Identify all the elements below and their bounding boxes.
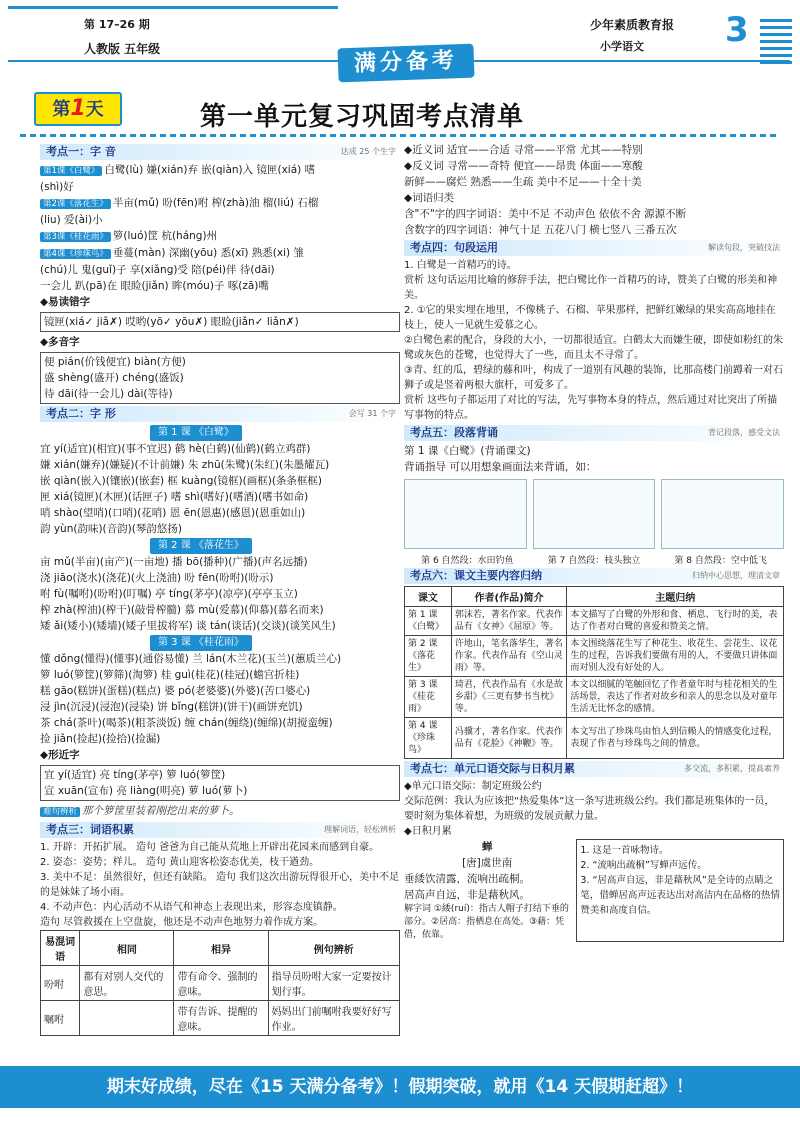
lesson3-words <box>40 651 400 747</box>
section-title: 考点四：句段运用 <box>410 241 498 254</box>
table-cell: 第 4 课《珍珠鸟》 <box>405 718 452 759</box>
pron-text: (shì)好 <box>40 181 74 193</box>
table-cell: 带有命令、强制的意味。 <box>174 966 268 1001</box>
vocab-item: 3. 美中不足：虽然很好，但还有缺陷。 造句 我们这次出游玩得很开心，美中不足的是妹妹了场小雨。 <box>40 872 400 898</box>
section-note: 达成 25 个生字 <box>340 147 396 156</box>
polyphone-box <box>40 352 400 404</box>
pron-line <box>40 195 400 212</box>
egret-branch-image <box>533 479 656 549</box>
word-row: 糕 gāo(糕饼)(蛋糕)(糕点) 婆 pó(老婆婆)(外婆)(苦口婆心) <box>40 685 311 697</box>
day-badge <box>34 92 122 126</box>
pron-line <box>40 179 400 195</box>
header-rule <box>8 6 338 64</box>
section-title: 考点一：字 音 <box>46 145 116 158</box>
poem-title: 蝉 <box>481 841 493 853</box>
poem-block <box>404 839 570 942</box>
table-cell: 吩咐 <box>41 966 80 1001</box>
table-header: 主题归纳 <box>567 587 784 607</box>
day-post: 天 <box>85 99 104 120</box>
word-row: 匣 xiá(镜匣)(木匣)(话匣子) 嗜 shì(嗜好)(嗜酒)(嗜书如命) <box>40 491 309 503</box>
gloss: 解字词 ①緌(ruí)：指古人帽子打结下垂的部分。②居高：指栖息在高处。③藉：凭借，依靠。 <box>404 904 569 940</box>
illustration-captions <box>404 553 784 566</box>
recite-line: 第 1 课《白鹭》(背诵课文) <box>404 445 531 457</box>
summary-line: 含"不"字的四字词语：美中不足 不动声色 依依不舍 源源不断 <box>404 208 687 220</box>
table-cell: 许地山，笔名落华生，著名作家。代表作品有《空山灵雨》等。 <box>451 636 567 677</box>
word-row: 亩 mǔ(半亩)(亩产)(一亩地) 播 bō(播种)(广播)(声名远播) <box>40 556 308 568</box>
table-cell: 本文围绕落花生写了种花生、收花生、尝花生、议花生的过程，告诉我们要做有用的人，不要做只讲体面而对别人没有好处的人。 <box>567 636 784 677</box>
poem-note: 2. “流响出疏桐”写蝉声远传。 <box>580 860 707 871</box>
decor-stripes <box>760 16 792 64</box>
similar-box <box>40 765 400 801</box>
analysis-tag: 难句辨析 <box>40 807 80 817</box>
oral-item: ◆单元口语交际：制定班级公约 <box>404 781 542 792</box>
illustration-caption: 第 8 自然段：空中低飞 <box>674 556 767 566</box>
table-row <box>405 677 784 718</box>
pron-line <box>40 262 400 278</box>
header-line-right <box>470 60 790 62</box>
easy-line: 镜匣(xiá✓ jiǎ✗) 哎哟(yō✓ yōu✗) 眼睑(jiǎn✓ liǎn✗) <box>40 312 400 332</box>
poly-row: 盛 shèng(盛开) chéng(盛饭) <box>44 372 184 384</box>
day-pre: 第 <box>52 99 71 120</box>
word-row: 韵 yùn(韵味)(音韵)(琴韵悠扬) <box>40 523 182 535</box>
section-title: 考点七：单元口语交际与日积月累 <box>410 762 575 775</box>
summary-line: ◆近义词 适宜——合适 寻常——平常 尤其——特别 <box>404 144 643 156</box>
section-title: 考点五：段落背诵 <box>410 426 498 439</box>
easy-header: ◆易读错字 <box>40 296 91 308</box>
table-cell: 本文写出了珍珠鸟由怕人到信赖人的情感变化过程，表现了作者与珍珠鸟之间的情意。 <box>567 718 784 759</box>
table-cell: 妈妈出门前嘱咐我要好好写作业。 <box>268 1001 399 1036</box>
right-column <box>404 142 784 942</box>
word-row: 嵌 qiàn(嵌入)(镶嵌)(嵌套) 框 kuàng(镜框)(画框)(条条框框) <box>40 475 323 487</box>
table-cell: 第 1 课《白鹭》 <box>405 607 452 636</box>
section-note: 归纳中心思想，理清文章 <box>692 571 780 580</box>
recite-tip: 背诵指导 可以用想象画面法来背诵，如： <box>404 461 597 473</box>
pron-text: 一会儿 趴(pā)在 眼睑(jiǎn) 眸(móu)子 啄(zā)嘴 <box>40 280 269 292</box>
lesson2-words <box>40 554 400 634</box>
summary-line: ◆词语归类 <box>404 192 455 204</box>
vocab-item: 4. 不动声色：内心活动不从语气和神态上表现出来，形容态度镇静。 <box>40 902 343 913</box>
table-cell: 本文以细腻的笔触回忆了作者童年时与桂花相关的生活场景，表达了作者对故乡和亲人的思念以及对童年生活无比怀念的感情。 <box>567 677 784 718</box>
section-header <box>40 406 400 422</box>
sentence-item: 1. 白鹭是一首精巧的诗。 <box>404 260 517 271</box>
table-header: 相异 <box>174 931 268 966</box>
vocab-item: 造句 尽管救援在上空盘旋，他还是不动声色地努力着作成方案。 <box>40 917 324 928</box>
table-cell: 冯骥才，著名作家。代表作品有《花脸》《神鞭》等。 <box>451 718 567 759</box>
section-header <box>404 568 784 584</box>
table-cell <box>80 1001 174 1036</box>
pron-line <box>40 162 400 179</box>
lesson-label: 第 2 课 《落花生》 <box>150 538 252 554</box>
illustration-caption: 第 7 自然段：枝头独立 <box>547 556 641 566</box>
similar-header: ◆形近字 <box>40 749 80 761</box>
oral-list <box>404 779 784 839</box>
word-row: 浇 jiāo(浇水)(浇花)(火上浇油) 吩 fēn(吩咐)(吩示) <box>40 572 274 584</box>
word-row: 捡 jiǎn(捡起)(捡拾)(捡漏) <box>40 733 161 745</box>
sentence-item: 赏析 这些句子都运用了对比的写法，先写事物本身的特点，然后通过对比突出了所描写事物的特点。 <box>404 395 778 421</box>
poly-header: ◆多音字 <box>40 336 80 348</box>
section-header <box>404 425 784 441</box>
vocab-item: 1. 开辟：开拓扩展。 造句 爸爸为自己能从荒地上开辟出花园来而感到自豪。 <box>40 842 380 853</box>
poem-author: [唐]虞世南 <box>462 857 513 869</box>
section-header <box>404 240 784 256</box>
illustration-row <box>404 479 784 549</box>
similar-row: 宜 yí(适宜) 亮 tíng(茅亭) 箩 luó(箩筐) <box>44 769 226 781</box>
oral-item: 交际范例：我认为应该把“热爱集体”这一条写进班级公约。我们都是班集体的一员，要时刻为集体着想，为班级的发展贡献力量。 <box>404 796 775 822</box>
section-note: 多交流，多积累，提高素养 <box>684 764 780 773</box>
egret-fishing-image <box>404 479 527 549</box>
section-header <box>404 761 784 777</box>
table-cell: 郭沫若，著名作家。代表作品有《女神》《屈原》等。 <box>451 607 567 636</box>
poly-row: 便 pián(价钱便宜) biàn(方便) <box>44 356 186 368</box>
word-row: 浸 jìn(沉浸)(浸泡)(浸染) 饼 bǐng(糕饼)(饼干)(画饼充饥) <box>40 701 303 713</box>
word-row: 榨 zhà(榨油)(榨干)(敲骨榨髓) 慕 mù(爱慕)(仰慕)(慕名而来) <box>40 604 324 616</box>
poem-note: 1. 这是一首咏物诗。 <box>580 845 669 856</box>
analysis-text: 那个箩筐里装着刚挖出来的萝卜。 <box>82 805 240 817</box>
table-row <box>405 636 784 677</box>
poem-row <box>404 839 784 942</box>
table-cell: 指导员吩咐大家一定要按计划行事。 <box>268 966 399 1001</box>
table-cell: 本文描写了白鹭的外形和食、栖息、飞行时的美，表达了作者对白鹭的喜爱和赞美之情。 <box>567 607 784 636</box>
poem-line: 居高声自远，非是藉秋风。 <box>404 889 530 901</box>
summary-table <box>404 586 784 759</box>
issue-label: 第 17–26 期 <box>84 18 150 31</box>
poem-note: 3. “居高声自远，非是藉秋风”是全诗的点睛之笔，借蝉居高声远表达出对高洁内在品格的热情赞美和高度自信。 <box>580 875 780 916</box>
section-note: 会写 31 个字 <box>348 409 396 418</box>
egret-flying-image <box>661 479 784 549</box>
table-cell: 嘱咐 <box>41 1001 80 1036</box>
oral-item: ◆日积月累 <box>404 826 452 837</box>
page-number: 3 <box>725 10 749 50</box>
section-note: 理解词语，轻松辨析 <box>324 825 396 834</box>
sentence-item: 赏析 这句话运用比喻的修辞手法，把白鹭比作一首精巧的诗，赞美了白鹭的形美和神美。 <box>404 275 778 301</box>
table-cell: 琦君，代表作品有《水是故乡甜》《三更有梦书当枕》等。 <box>451 677 567 718</box>
subject-label: 小学语文 <box>600 40 644 53</box>
section-header <box>40 822 400 838</box>
table-row <box>41 966 400 1001</box>
pron-text: 白鹭(lù) 嫌(xián)弃 嵌(qiàn)入 镜匣(xiá) 嗜 <box>104 164 316 176</box>
confusable-table <box>40 930 400 1036</box>
lesson-tag: 第4课《珍珠鸟》 <box>40 249 111 259</box>
pron-text: 半亩(mǔ) 吩(fēn)咐 榨(zhà)油 榴(liú) 石榴 <box>112 197 319 209</box>
section-note: 背记段落，感受文法 <box>708 428 780 437</box>
paper-name: 少年素质教育报 <box>590 18 675 32</box>
table-row <box>41 1001 400 1036</box>
word-row: 宜 yí(适宜)(相宜)(事不宜迟) 鹤 hè(白鹤)(仙鹤)(鹤立鸡群) <box>40 443 311 455</box>
lesson1-words <box>40 441 400 537</box>
vocab-list <box>40 840 400 930</box>
title-divider <box>20 134 780 137</box>
poem-line: 垂緌饮清露，流响出疏桐。 <box>404 873 530 885</box>
day-num: 1 <box>70 96 86 121</box>
summary-line: 新鲜——腐烂 熟悉——生疏 美中不足——十全十美 <box>404 176 642 188</box>
section-header <box>40 144 400 160</box>
sentence-list <box>404 258 784 423</box>
lesson-tag: 第3课《桂花雨》 <box>40 232 111 242</box>
table-header: 易混词语 <box>41 931 80 966</box>
pron-text: (liu) 爱(ài)小 <box>40 214 103 226</box>
lesson-tag: 第2课《落花生》 <box>40 199 111 209</box>
lesson-tag: 第1课《白鹭》 <box>40 166 102 176</box>
table-cell: 第 3 课《桂花雨》 <box>405 677 452 718</box>
word-row: 箩 luó(箩筐)(箩筛)(淘箩) 桂 guì(桂花)(桂冠)(蟾宫折桂) <box>40 669 300 681</box>
summary-line: ◆反义词 寻常——奇特 便宜——昂贵 体面——寒酸 <box>404 160 643 172</box>
lesson-label: 第 1 课 《白鹭》 <box>150 425 242 441</box>
section-title: 考点六：课文主要内容归纳 <box>410 569 542 582</box>
pron-text: 箩(luó)筐 杭(háng)州 <box>112 230 218 242</box>
pron-text: 垂蔓(màn) 深幽(yōu) 悉(xī) 熟悉(xi) 雏 <box>112 247 304 259</box>
word-summary <box>404 142 784 238</box>
table-row <box>405 718 784 759</box>
word-row: 懂 dǒng(懂得)(懂事)(通俗易懂) 兰 lán(木兰花)(玉兰)(蕙质兰心) <box>40 653 342 665</box>
similar-row: 宣 xuān(宣布) 亮 liàng(明亮) 萝 luó(萝卜) <box>44 785 248 797</box>
word-row: 嫌 xián(嫌弃)(嫌疑)(不计前嫌) 朱 zhū(朱鹭)(朱红)(朱墨耀瓦) <box>40 459 330 471</box>
table-header: 课文 <box>405 587 452 607</box>
page-title: 第一单元复习巩固考点清单 <box>200 102 525 132</box>
table-cell: 都有对别人交代的意思。 <box>80 966 174 1001</box>
table-cell: 第 2 课《落花生》 <box>405 636 452 677</box>
pron-line <box>40 245 400 262</box>
poly-row: 待 dāi(待一会儿) dài(等待) <box>44 388 173 400</box>
banner-logo: 满分备考 <box>337 44 474 83</box>
header-line-left <box>8 60 338 62</box>
table-header: 相同 <box>80 931 174 966</box>
sentence-item: ②白鹭色素的配合，身段的大小，一切都很适宜。白鹤太大而嫌生硬，即使如粉红的朱鹭或灰色的苍鹭，也觉得大了一些，而且太不寻常了。 <box>404 335 783 361</box>
left-column <box>40 142 400 1036</box>
word-row: 茶 chá(茶叶)(喝茶)(粗茶淡饭) 缠 chán(缠绕)(缠绵)(胡搅蛮缠) <box>40 717 333 729</box>
pronunciation-list <box>40 162 400 294</box>
section-title: 考点三：词语积累 <box>46 823 134 836</box>
section-note: 解读句段，突破技法 <box>708 243 780 252</box>
sentence-item: 2. ①它的果实埋在地里，不像桃子、石榴、苹果那样，把鲜红嫩绿的果实高高地挂在枝上，使人一见就生爱慕之心。 <box>404 305 776 331</box>
pron-line <box>40 278 400 294</box>
section-title: 考点二：字 形 <box>46 407 116 420</box>
illustration-caption: 第 6 自然段：水田钓鱼 <box>421 556 514 566</box>
edition-label: 人教版 五年级 <box>84 42 161 56</box>
pron-line <box>40 212 400 228</box>
word-row: 哨 shào(望哨)(口哨)(花哨) 恩 ēn(恩惠)(感恩)(恩重如山) <box>40 507 306 519</box>
pron-text: (chú)儿 鬼(guǐ)子 享(xiǎng)受 陪(péi)伴 待(dāi) <box>40 264 275 276</box>
lesson-label: 第 3 课 《桂花雨》 <box>150 635 252 651</box>
poem-notes <box>576 839 784 942</box>
table-row <box>405 607 784 636</box>
table-header: 例句辨析 <box>268 931 399 966</box>
vocab-item: 2. 姿态：姿势；样儿。 造句 黄山迎客松姿态优美，枝干遒劲。 <box>40 857 320 868</box>
word-row: 咐 fù(嘱咐)(吩咐)(叮嘱) 亭 tíng(茅亭)(凉亭)(亭亭玉立) <box>40 588 298 600</box>
table-cell: 带有告诉、提醒的意味。 <box>174 1001 268 1036</box>
table-header: 作者(作品)简介 <box>451 587 567 607</box>
pron-line <box>40 228 400 245</box>
footer-banner: 期末好成绩，尽在《15 天满分备考》！假期突破，就用《14 天假期赶超》！ <box>0 1066 800 1108</box>
sentence-item: ③青、红的瓜，碧绿的藤和叶，构成了一道别有风趣的装饰，比那高楼门前蹲着一对石狮子或是竖着两根大旗杆，可爱多了。 <box>404 365 783 391</box>
word-row: 矮 ǎi(矮小)(矮墙)(矮子里拔将军) 谈 tán(谈话)(交谈)(谈笑风生) <box>40 620 336 632</box>
summary-line: 含数字的四字词语：神气十足 五花八门 横七竖八 三番五次 <box>404 224 677 236</box>
